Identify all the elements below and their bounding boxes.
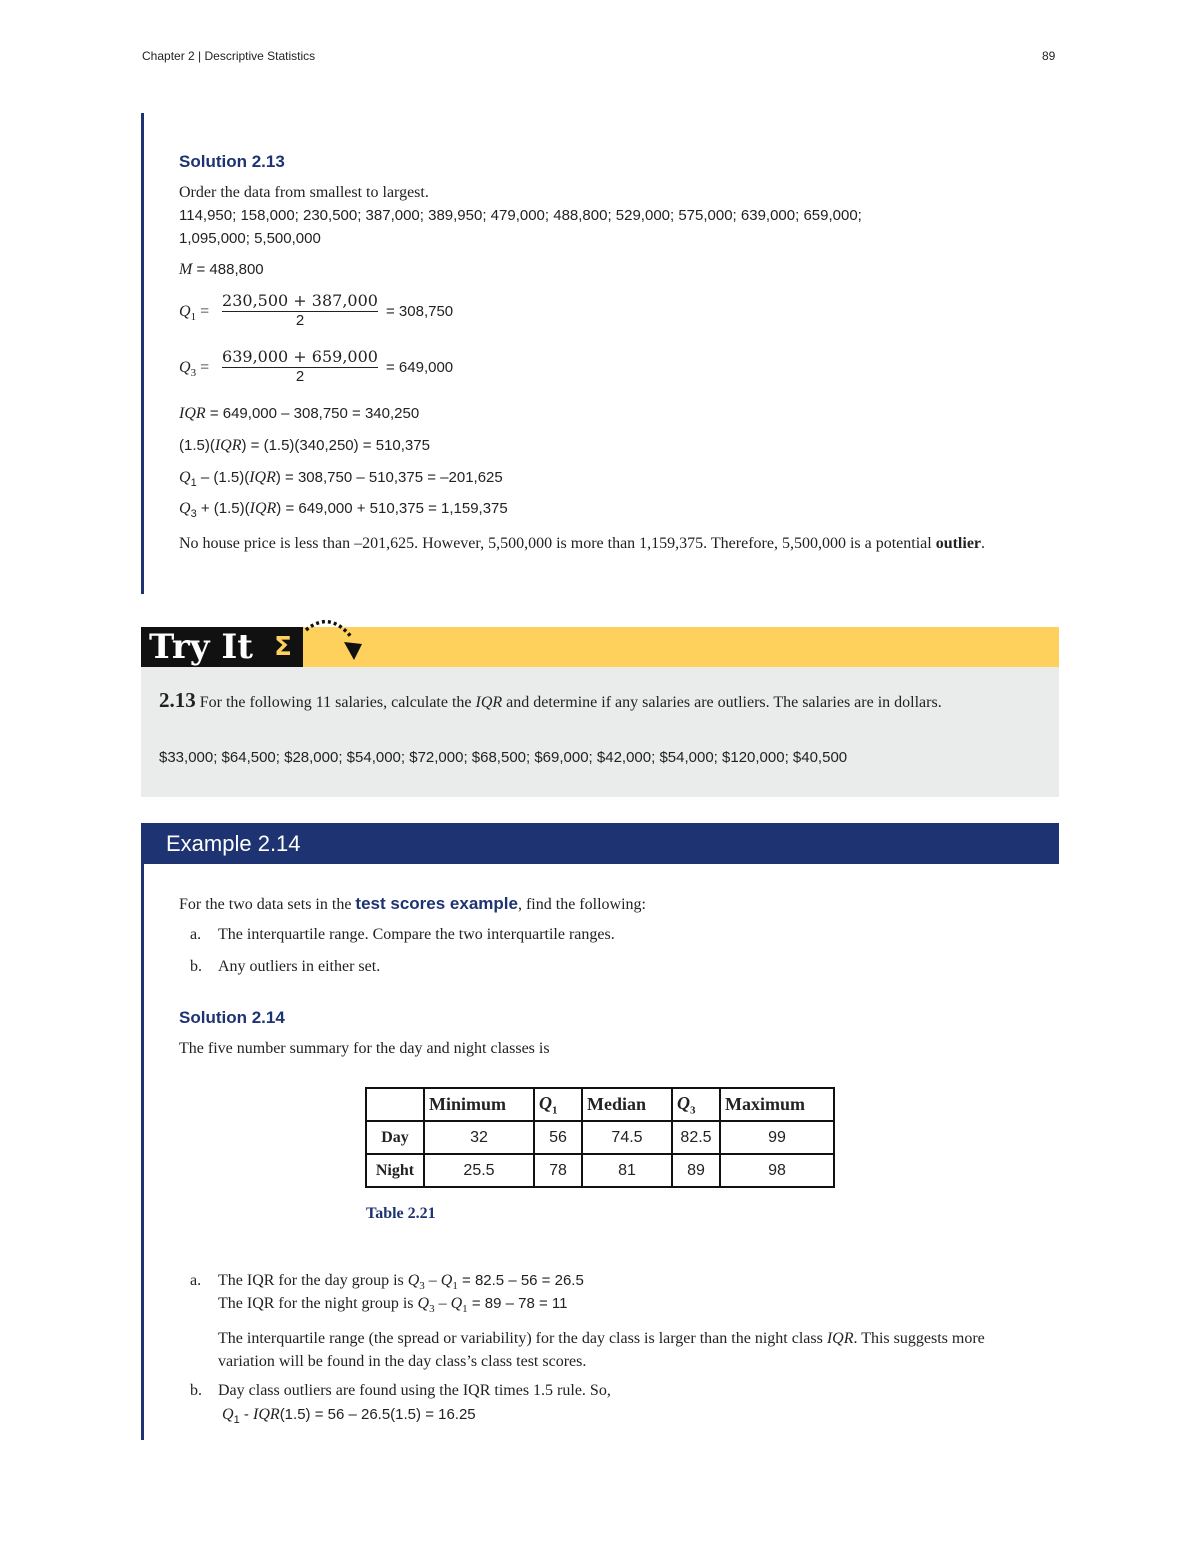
example-intro: [179, 894, 646, 914]
q1-equals: =: [196, 303, 210, 320]
table-cell: 81: [582, 1154, 672, 1187]
test-scores-example-link[interactable]: test scores example: [355, 894, 518, 913]
q1-symbol-a2: Q: [450, 1295, 463, 1312]
table-corner-cell: [366, 1088, 424, 1121]
b-formula-mid: -: [239, 1406, 254, 1423]
solution-214-intro: The five number summary for the day and night classes is: [179, 1040, 550, 1057]
table-cell: 32: [424, 1121, 534, 1154]
order-text: Order the data from smallest to largest.: [179, 184, 429, 201]
example-214-title: Example 2.14: [166, 831, 301, 856]
q1-sub-a1: 1: [452, 1280, 458, 1293]
table-caption: Table 2.21: [366, 1205, 436, 1222]
lower-q-sub: 1: [190, 477, 197, 489]
curved-arrow-icon: [300, 612, 370, 667]
q1-subscript: 1: [190, 311, 197, 324]
row-label-night: Night: [366, 1154, 424, 1187]
q3-denominator: 2: [295, 368, 305, 385]
tryit-text-var: IQR: [475, 694, 503, 711]
solution-214-title: Solution 2.14: [179, 1008, 285, 1027]
header-q3-sub: 3: [690, 1104, 696, 1117]
answer-a-marker: a.: [190, 1272, 202, 1289]
tryit-text-post: and determine if any salaries are outliers. The salaries are in dollars.: [502, 694, 942, 711]
answer-a-line2-post: = 89 – 78 = 11: [467, 1295, 568, 1312]
header-q1-letter: Q: [539, 1092, 552, 1113]
q3-fraction: [222, 347, 378, 385]
q1-fraction: [222, 291, 378, 329]
table-cell: 89: [672, 1154, 720, 1187]
q3-equals: =: [196, 359, 210, 376]
table-cell: 82.5: [672, 1121, 720, 1154]
page-number: 89: [1042, 49, 1056, 63]
upper-iqr-var: IQR: [249, 500, 277, 517]
minus-a1: –: [424, 1272, 441, 1289]
q3-sub-a2: 3: [429, 1303, 435, 1316]
lower-q-symbol: Q: [179, 469, 191, 486]
table-header-row: [366, 1088, 834, 1121]
b-q1-sub: 1: [233, 1414, 240, 1426]
q3-sub-a1: 3: [419, 1280, 425, 1293]
example-214-sidebar: [141, 864, 144, 1440]
chapter-header: Chapter 2 | Descriptive Statistics: [142, 49, 316, 63]
five-number-summary-table: [365, 1087, 835, 1188]
q1-denominator: 2: [295, 312, 305, 329]
b-formula-post: (1.5) = 56 – 26.5(1.5) = 16.25: [279, 1406, 476, 1423]
answer-a-line-1: [218, 1272, 584, 1292]
sigma-icon: Σ: [274, 632, 292, 662]
answer-a-line1-post: = 82.5 – 56 = 26.5: [457, 1272, 584, 1289]
answer-b-formula: [222, 1406, 476, 1426]
answer-a-para-var: IQR: [826, 1330, 854, 1347]
example-item-b-marker: b.: [190, 958, 202, 975]
table-row: [366, 1121, 834, 1154]
tryit-number: 2.13: [159, 688, 196, 712]
answer-a-line-2: [218, 1295, 567, 1315]
upper-q-symbol: Q: [179, 500, 191, 517]
table-cell: 98: [720, 1154, 834, 1187]
q3-numerator: 639,000 + 659,000: [222, 347, 378, 366]
header-median: Median: [582, 1088, 672, 1121]
data-line-1: 114,950; 158,000; 230,500; 387,000; 389,950; 479,000; 488,800; 529,000; 575,000; 639,000; 659,000;: [179, 207, 862, 224]
q1-label: [179, 303, 209, 323]
answer-a-line1-pre: The IQR for the day group is: [218, 1272, 408, 1289]
header-q3-letter: Q: [677, 1092, 690, 1113]
header-q1-sub: 1: [552, 1104, 558, 1117]
conclusion-paragraph: [179, 532, 1029, 555]
q3-label: [179, 359, 209, 379]
b-iqr-var: IQR: [253, 1406, 280, 1423]
row-label-day: Day: [366, 1121, 424, 1154]
q1-symbol-a1: Q: [440, 1272, 453, 1289]
tryit-question: [159, 689, 1043, 714]
minus-a2: –: [434, 1295, 451, 1312]
iqr15-post: ) = (1.5)(340,250) = 510,375: [241, 437, 430, 454]
q3-result: = 649,000: [386, 359, 454, 376]
median-line: [179, 261, 264, 279]
upper-q-sub: 3: [190, 508, 197, 520]
example-item-a: The interquartile range. Compare the two interquartile ranges.: [218, 926, 615, 943]
q3-subscript: 3: [190, 367, 197, 380]
q3-symbol-a2: Q: [417, 1295, 430, 1312]
header-minimum: Minimum: [424, 1088, 534, 1121]
lower-fence-line: [179, 469, 503, 489]
table-cell: 25.5: [424, 1154, 534, 1187]
q3-symbol-a1: Q: [407, 1272, 420, 1289]
q3-symbol: Q: [179, 359, 191, 376]
answer-a-para-post: . This suggests more variation will be found in the day class’s class test scores.: [218, 1330, 985, 1370]
answer-a-para-pre: The interquartile range (the spread or variability) for the day class is larger than the night class: [218, 1330, 827, 1347]
answer-a-line2-pre: The IQR for the night group is: [218, 1295, 418, 1312]
upper-post: ) = 649,000 + 510,375 = 1,159,375: [276, 500, 508, 517]
lower-post: ) = 308,750 – 510,375 = –201,625: [275, 469, 503, 486]
lower-mid: – (1.5)(: [196, 469, 250, 486]
header-q1: [534, 1088, 582, 1121]
median-value: = 488,800: [192, 261, 264, 278]
upper-mid: + (1.5)(: [196, 500, 250, 517]
header-maximum: Maximum: [720, 1088, 834, 1121]
tryit-label-text: Try It: [149, 627, 253, 667]
iqr15-pre: (1.5)(: [179, 437, 215, 454]
conclusion-text: No house price is less than –201,625. However, 5,500,000 is more than 1,159,375. Therefore, 5,500,000 is a potential: [179, 535, 936, 552]
iqr-symbol: IQR: [179, 405, 206, 422]
iqr15-var: IQR: [214, 437, 242, 454]
lower-iqr-var: IQR: [249, 469, 276, 486]
table-cell: 56: [534, 1121, 582, 1154]
tryit-text-pre: For the following 11 salaries, calculate the: [195, 694, 476, 711]
b-q1-symbol: Q: [222, 1406, 234, 1423]
solution-213-title: Solution 2.13: [179, 152, 285, 171]
example-intro-post: , find the following:: [517, 896, 646, 913]
answer-a-paragraph: [218, 1327, 1028, 1373]
answer-b-line: Day class outliers are found using the IQR times 1.5 rule. So,: [218, 1382, 611, 1399]
median-symbol: M: [179, 261, 193, 278]
q1-sub-a2: 1: [462, 1303, 468, 1316]
example-item-b: Any outliers in either set.: [218, 958, 381, 975]
conclusion-end: .: [981, 535, 986, 552]
outlier-term: outlier: [935, 535, 982, 552]
iqr15-line: [179, 437, 430, 455]
header-q3: [672, 1088, 720, 1121]
answer-b-marker: b.: [190, 1382, 202, 1399]
q1-result: = 308,750: [386, 303, 454, 320]
table-cell: 74.5: [582, 1121, 672, 1154]
iqr-calc: = 649,000 – 308,750 = 340,250: [205, 405, 420, 422]
example-214-header: [141, 823, 1059, 864]
table-cell: 78: [534, 1154, 582, 1187]
example-item-a-marker: a.: [190, 926, 202, 943]
q1-symbol: Q: [179, 303, 191, 320]
table-row: [366, 1154, 834, 1187]
tryit-salaries: $33,000; $64,500; $28,000; $54,000; $72,000; $68,500; $69,000; $42,000; $54,000; $120,000; $40,500: [159, 749, 848, 766]
data-line-2: 1,095,000; 5,500,000: [179, 230, 321, 247]
iqr-line: [179, 405, 419, 423]
tryit-exercise-box: [141, 667, 1059, 797]
upper-fence-line: [179, 500, 508, 520]
q1-numerator: 230,500 + 387,000: [222, 291, 378, 310]
solution-213-sidebar: [141, 113, 144, 594]
example-intro-pre: For the two data sets in the: [179, 896, 356, 913]
table-cell: 99: [720, 1121, 834, 1154]
